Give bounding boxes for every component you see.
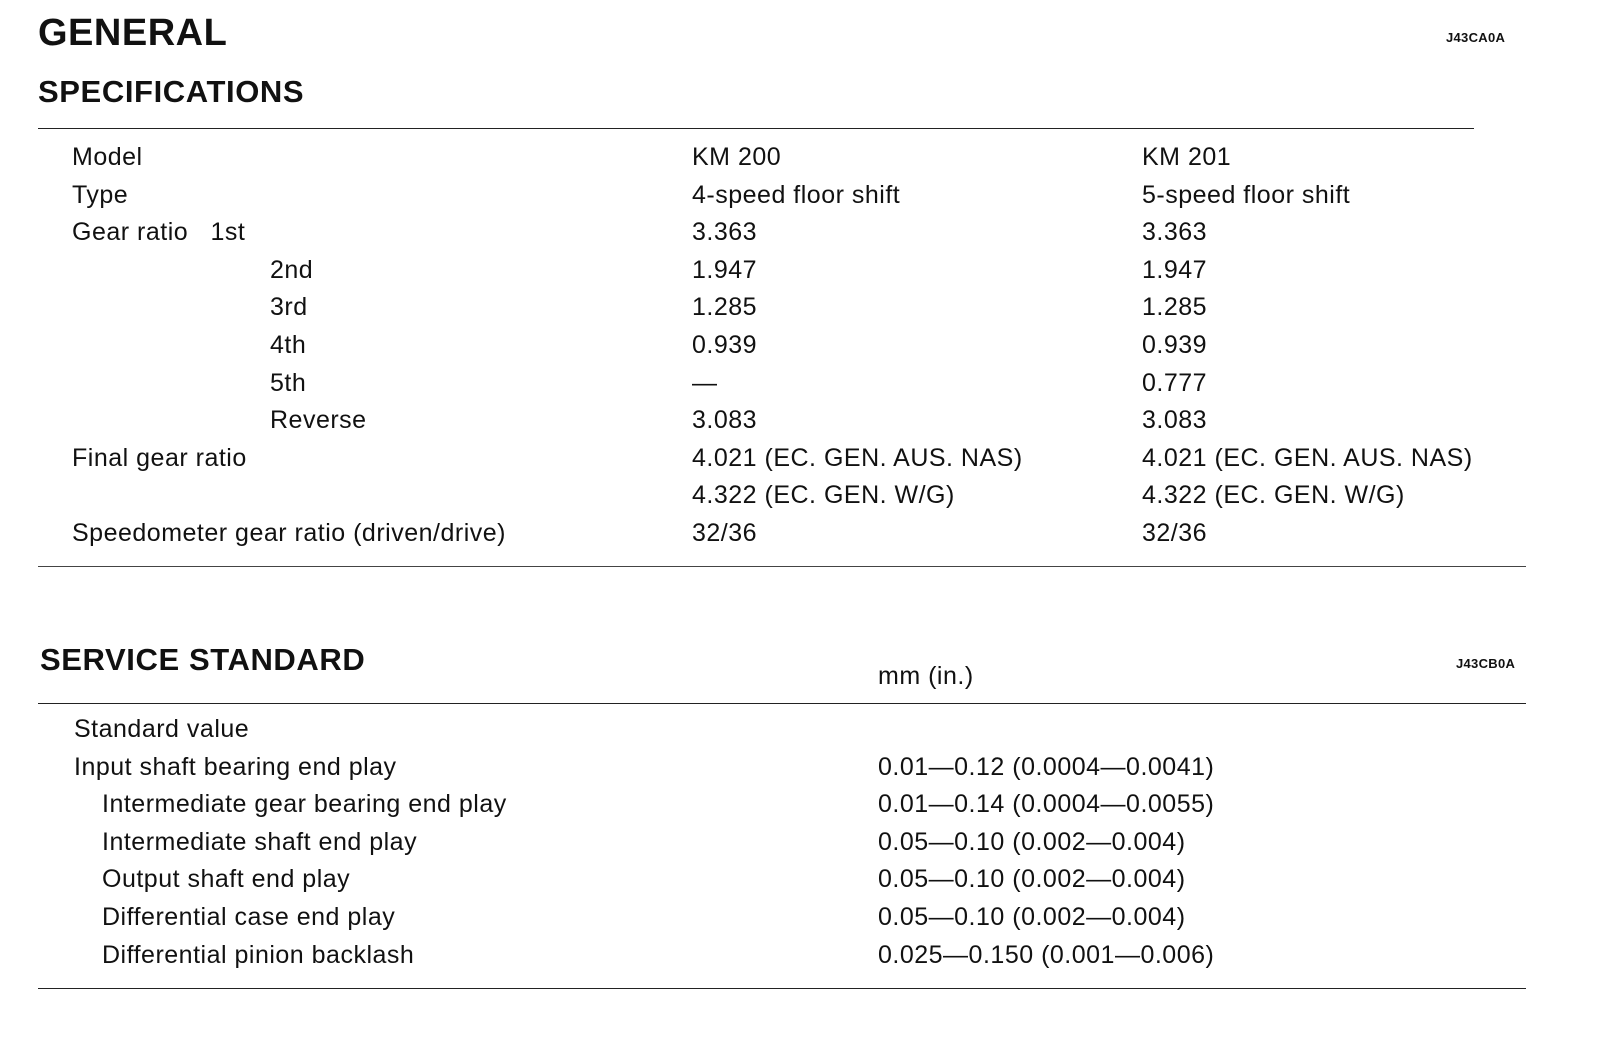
spec-km201-value: 1.285 bbox=[1142, 293, 1208, 321]
service-row-label: Intermediate shaft end play bbox=[102, 828, 418, 856]
service-row-value: 0.025—0.150 (0.001—0.006) bbox=[878, 941, 1215, 969]
spec-row-label: 4th bbox=[270, 331, 307, 359]
spec-km201-value: 5-speed floor shift bbox=[1142, 181, 1351, 209]
spec-row-label: Final gear ratio bbox=[72, 444, 247, 472]
spec-km200-value: 4.021 (EC. GEN. AUS. NAS) bbox=[692, 444, 1023, 472]
spec-row-label: 2nd bbox=[270, 256, 314, 284]
service-row-value: 0.01—0.12 (0.0004—0.0041) bbox=[878, 753, 1215, 781]
service-row-label: Differential pinion backlash bbox=[102, 941, 415, 969]
spec-km200-value: — bbox=[692, 369, 718, 397]
service-row-label: Intermediate gear bearing end play bbox=[102, 790, 507, 818]
service-standard-top-rule bbox=[38, 703, 1526, 704]
spec-km200-value: 1.285 bbox=[692, 293, 758, 321]
spec-row-label: Speedometer gear ratio (driven/drive) bbox=[72, 519, 506, 547]
spec-km200-value: 4.322 (EC. GEN. W/G) bbox=[692, 481, 955, 509]
spec-row-label: Gear ratio 1st bbox=[72, 218, 246, 246]
service-row-label: Input shaft bearing end play bbox=[74, 753, 397, 781]
service-standard-heading: SERVICE STANDARD bbox=[40, 642, 366, 677]
spec-km200-value: 32/36 bbox=[692, 519, 758, 547]
spec-km200-value: 1.947 bbox=[692, 256, 758, 284]
specifications-heading: SPECIFICATIONS bbox=[38, 74, 305, 109]
spec-km201-value: 4.021 (EC. GEN. AUS. NAS) bbox=[1142, 444, 1473, 472]
service-standard-code: J43CB0A bbox=[1456, 656, 1516, 671]
unit-label: mm (in.) bbox=[878, 662, 974, 690]
spec-km201-value: 3.083 bbox=[1142, 406, 1208, 434]
spec-km200-value: 0.939 bbox=[692, 331, 758, 359]
service-standard-bottom-rule bbox=[38, 988, 1526, 989]
service-row-label: Differential case end play bbox=[102, 903, 396, 931]
spec-km201-value: 1.947 bbox=[1142, 256, 1208, 284]
spec-km200-value: 3.363 bbox=[692, 218, 758, 246]
spec-km200-value: KM 200 bbox=[692, 143, 782, 171]
spec-km201-value: 32/36 bbox=[1142, 519, 1208, 547]
spec-km201-value: 3.363 bbox=[1142, 218, 1208, 246]
spec-km201-value: 0.777 bbox=[1142, 369, 1208, 397]
spec-row-label: 3rd bbox=[270, 293, 308, 321]
service-row-label: Output shaft end play bbox=[102, 865, 351, 893]
spec-row-label: 5th bbox=[270, 369, 307, 397]
page-title: GENERAL bbox=[38, 12, 228, 54]
service-row-value: 0.05—0.10 (0.002—0.004) bbox=[878, 903, 1186, 931]
spec-km201-value: 0.939 bbox=[1142, 331, 1208, 359]
spec-km200-value: 4-speed floor shift bbox=[692, 181, 901, 209]
specifications-bottom-rule bbox=[38, 566, 1526, 567]
spec-row-label: Reverse bbox=[270, 406, 367, 434]
spec-km201-value: KM 201 bbox=[1142, 143, 1232, 171]
spec-km201-value: 4.322 (EC. GEN. W/G) bbox=[1142, 481, 1405, 509]
spec-km200-value: 3.083 bbox=[692, 406, 758, 434]
service-row-value: 0.05—0.10 (0.002—0.004) bbox=[878, 865, 1186, 893]
section-code: J43CA0A bbox=[1446, 30, 1506, 45]
service-row-label: Standard value bbox=[74, 715, 250, 743]
spec-row-label: Model bbox=[72, 143, 143, 171]
service-row-value: 0.05—0.10 (0.002—0.004) bbox=[878, 828, 1186, 856]
specifications-top-rule bbox=[38, 128, 1474, 129]
service-row-value: 0.01—0.14 (0.0004—0.0055) bbox=[878, 790, 1215, 818]
spec-row-label: Type bbox=[72, 181, 129, 209]
